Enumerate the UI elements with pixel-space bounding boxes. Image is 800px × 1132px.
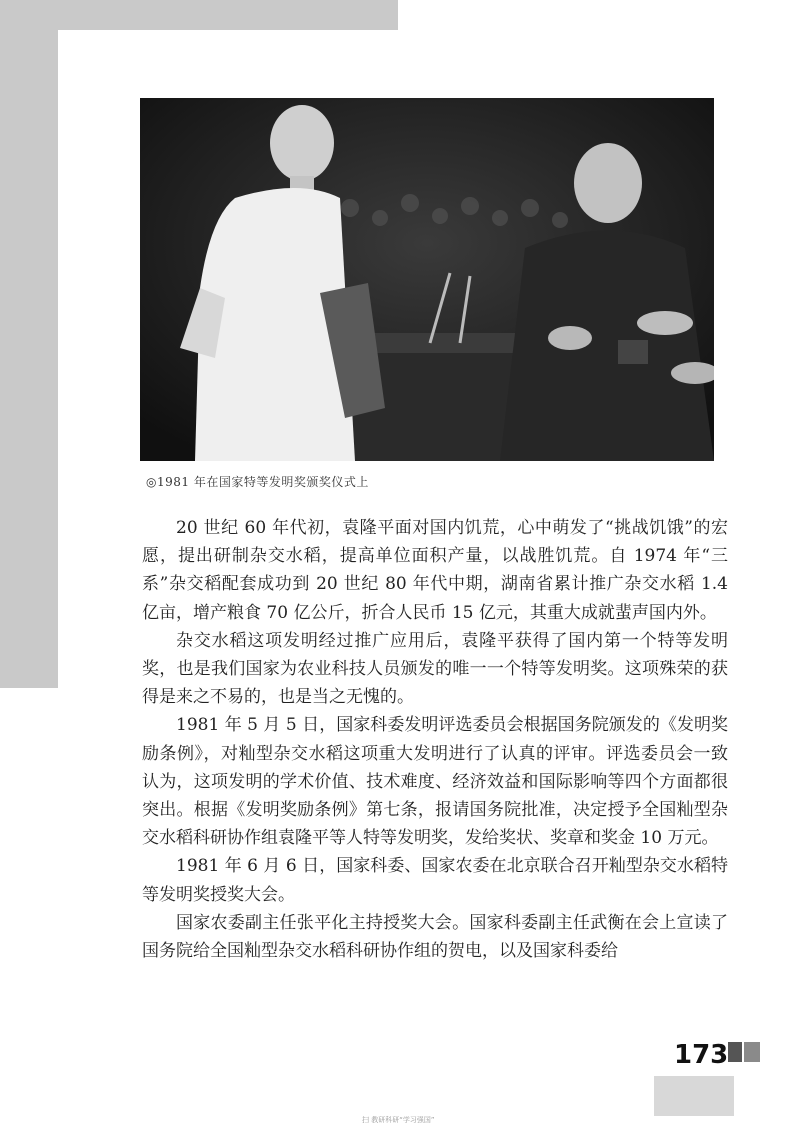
page-marker-dark [728,1042,742,1062]
photo-illustration [140,98,714,461]
paragraph: 1981 年 5 月 5 日，国家科委发明评选委员会根据国务院颁发的《发明奖励条例》，对籼型杂交水稻这项重大发明进行了认真的评审。评选委员会一致认为，这项发明的学术价值、技术难度、经济效益和国际影响等四个方面都很突出。根据《发明奖励条例》第七条，报请国务院批准，决定授予全国籼型杂交水稻科研协作组袁隆平等人特等发明奖，发给奖状、奖章和奖金 10 万元。 [142,715,728,849]
photo-caption: ◎1981 年在国家特等发明奖颁奖仪式上 [146,475,369,489]
award-ceremony-photo [140,98,714,461]
article-body [142,514,728,965]
corner-gray-strip [654,1076,734,1116]
page-number: 173 [674,1040,729,1070]
left-gray-band [0,0,58,688]
page-marker-light [744,1042,760,1062]
paragraph: 1981 年 6 月 6 日，国家科委、国家农委在北京联合召开籼型杂交水稻特等发明奖授奖大会。 [142,856,728,905]
top-gray-band [0,0,398,30]
paragraph: 杂交水稻这项发明经过推广应用后，袁隆平获得了国内第一个特等发明奖，也是我们国家为农业科技人员颁发的唯一一个特等发明奖。这项殊荣的获得是来之不易的，也是当之无愧的。 [142,630,728,708]
footer-note: 扫 教研科研“学习强国” [362,1116,435,1124]
paragraph: 20 世纪 60 年代初，袁隆平面对国内饥荒，心中萌发了“挑战饥饿”的宏愿，提出研制杂交水稻，提高单位面积产量，以战胜饥荒。自 1974 年“三系”杂交稻配套成功到 20 世纪 80 年代中期，湖南省累计推广杂交水稻 1.4 亿亩，增产粮食 70 亿公斤，折合人民币 15 亿元，其重大成就蜚声国内外。 [142,518,728,623]
paragraph: 国家农委副主任张平化主持授奖大会。国家科委副主任武衡在会上宣读了国务院给全国籼型杂交水稻科研协作组的贺电，以及国家科委给 [142,912,728,962]
